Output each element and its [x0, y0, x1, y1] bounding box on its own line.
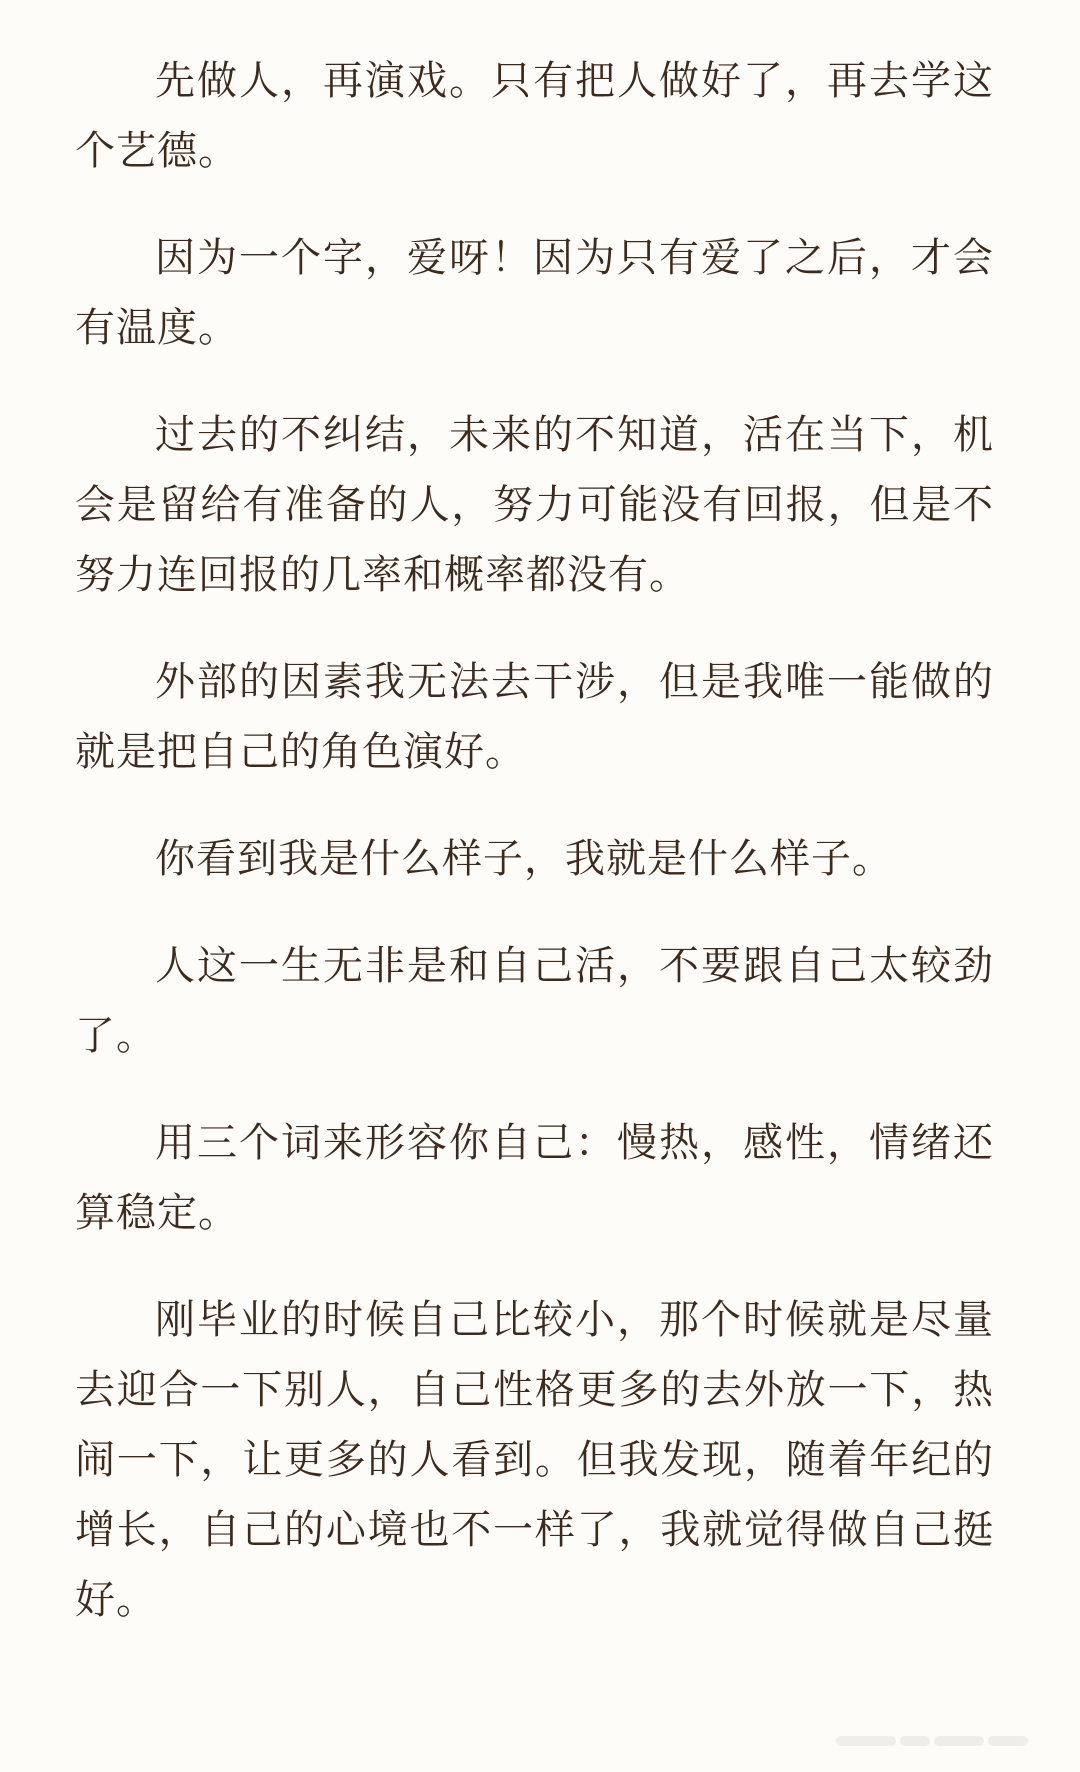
paragraph: 你看到我是什么样子，我就是什么样子。 — [155, 836, 893, 882]
paragraph: 过去的不纠结，未来的不知道，活在当下，机会是留给有准备的人，努力可能没有回报，但是不努力连回报的几率和概率都没有。 — [75, 412, 994, 598]
paragraph: 先做人，再演戏。只有把人做好了，再去学这个艺德。 — [75, 58, 994, 174]
paragraph: 外部的因素我无法去干涉，但是我唯一能做的就是把自己的角色演好。 — [75, 659, 994, 775]
paragraph: 用三个词来形容你自己：慢热，感性，情绪还算稳定。 — [75, 1120, 994, 1236]
paragraph: 刚毕业的时候自己比较小，那个时候就是尽量去迎合一下别人，自己性格更多的去外放一下，热闹一下，让更多的人看到。但我发现，随着年纪的增长，自己的心境也不一样了，我就觉得做自己挺好。 — [75, 1297, 994, 1623]
paragraph: 因为一个字，爱呀！因为只有爱了之后，才会有温度。 — [75, 235, 994, 351]
faint-watermark — [836, 1732, 1056, 1758]
paragraph: 人这一生无非是和自己活，不要跟自己太较劲了。 — [75, 943, 994, 1059]
